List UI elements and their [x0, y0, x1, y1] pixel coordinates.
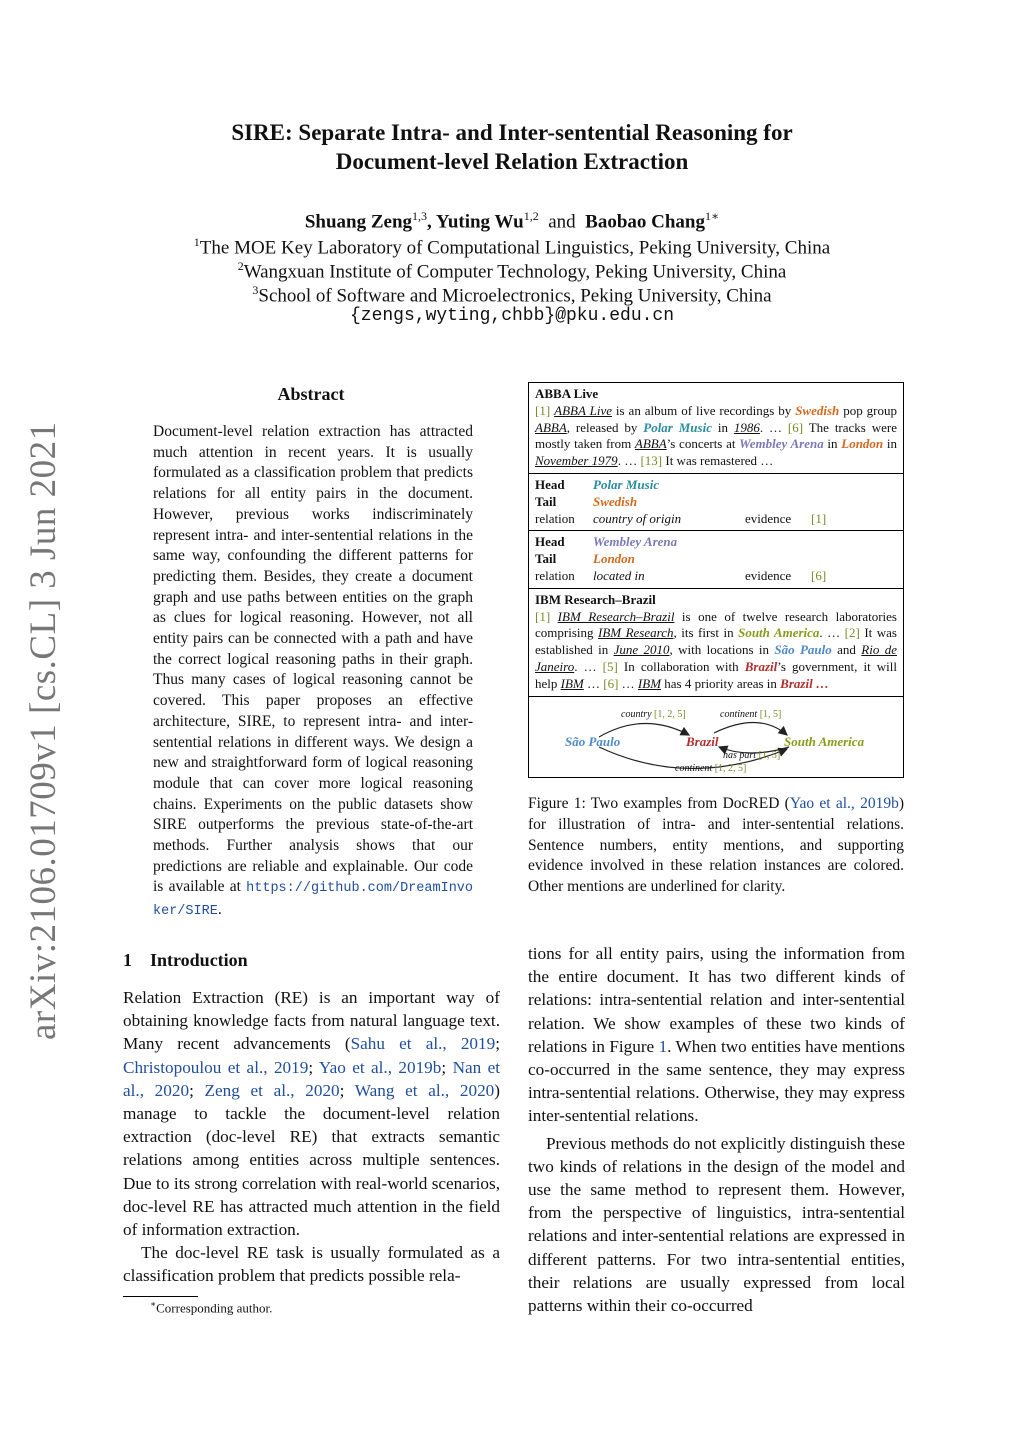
section-heading	[123, 950, 248, 971]
text-run: Relation Extraction (RE) is an important way of obtaining knowledge facts from natural language text. Many recent advancements (	[123, 988, 500, 1054]
paragraph	[528, 942, 905, 1128]
head-entity: Wembley Arena	[593, 534, 678, 550]
entity-mention: London	[841, 436, 884, 452]
graph-node: São Paulo	[565, 733, 621, 749]
sentence-number: [1]	[535, 402, 551, 418]
sentence-number: [1]	[535, 608, 551, 624]
text-run: , with locations in	[669, 642, 775, 658]
entity-mention: Brazil	[744, 658, 778, 674]
text-run: has 4 priority areas in	[661, 675, 781, 691]
text-run: ) manage to tackle the document-level relation extraction (doc-level RE) that extracts semantic relations among entities across multiple sentences. Due to its strong correlation with real-world scenarios, doc-level RE has attracted much attention in the field of information extraction.	[123, 1080, 501, 1240]
edge-label	[621, 709, 686, 720]
text-run: It was remastered …	[662, 453, 774, 469]
citation-link[interactable]: Yao et al., 2019b	[789, 795, 899, 812]
affiliation-text: The MOE Key Laboratory of Computational Linguistics, Peking University, China	[199, 237, 831, 259]
author-name: Yuting Wu	[435, 211, 524, 233]
edge-continent-1	[714, 722, 787, 735]
affiliation-sup: 1	[193, 235, 200, 249]
entity-mention: IBM Research	[598, 625, 674, 641]
text-run: ’s concerts at	[666, 436, 740, 452]
entity-mention: November 1979	[535, 453, 618, 469]
doc2-block	[529, 589, 903, 697]
text-run: , released by	[566, 419, 644, 435]
text-run: In collaboration with	[617, 658, 745, 674]
author-sup: 1,3	[412, 209, 428, 223]
abstract-text: Document-level relation extraction has attracted much attention in recent years. It is usually formulated as a classification problem that predicts relations for all entity pairs in the document. However, previous works indiscriminately represent intra- and inter-sentential relations in the same way, confounding the different patterns for predicting them. Besides, they create a document graph and use paths between entities on the graph as clues for logical reasoning. However, not all entity pairs can be connected with a path and have the correct logical reasoning paths in their graph. Thus many cases of logical reasoning cannot be covered. This paper proposes an effective architecture, SIRE, to represent intra- and inter-sentential relations in different ways. We design a new and straightforward form of logical reasoning module that can cover more logical reasoning chains. Experiments on the public datasets show SIRE outperforms the previous state-of-the-art methods. Further analysis shows that our predictions are reliable and explainable. Our code is available at	[153, 423, 473, 896]
entity-mention: Swedish	[795, 402, 840, 418]
text-run: ’s government, it will help	[535, 658, 898, 691]
text-run: pop group	[839, 402, 897, 418]
sentence-number: [6]	[603, 675, 619, 691]
text-run: …	[618, 675, 638, 691]
field-key: relation	[535, 567, 575, 583]
entity-mention: IBM	[637, 675, 662, 691]
field-key: Tail	[535, 493, 557, 509]
figure-ref-link[interactable]: 1	[658, 1036, 668, 1056]
author-list: Shuang Zeng$^{1,3}$, Yuting Wu$^{1,2}$ and Baobao Chang$^{1∗}$	[304, 209, 720, 233]
edge-evidence: [1, 5]	[758, 749, 781, 761]
field-key: evidence	[745, 510, 792, 526]
text-run: The tracks were mostly taken from	[535, 419, 898, 452]
abstract-body	[153, 422, 473, 923]
text-run: tions for all entity pairs, using the information from the entire document. It has two different kinds of relations: intra-sentential relation and inter-sentential relation. We show examples of these two kinds of relations in Figure	[528, 944, 905, 1056]
text-run: . …	[574, 658, 603, 674]
head-row	[535, 534, 897, 551]
entity-mention: Wembley Arena	[739, 436, 824, 452]
text-run: . …	[819, 625, 845, 641]
text-run: in	[883, 436, 897, 452]
entity-mention: Brazil …	[780, 675, 829, 691]
text-run: It was established in	[535, 625, 897, 658]
relation-graph	[529, 697, 903, 777]
author-name: Baobao Chang	[585, 211, 705, 233]
intro-left-column	[123, 986, 500, 1288]
text-run: . When two entities have mentions co-occurred in the same sentence, they may express intra-sentential relations. Otherwise, they may express inter-sentential relations.	[528, 1036, 905, 1126]
affiliation-sup: 3	[252, 283, 259, 297]
section-title: Introduction	[150, 950, 248, 970]
author-emails: {zengs,wyting,chbb}@pku.edu.cn	[349, 306, 675, 326]
arxiv-identifier: arXiv:2106.01709v1 [cs.CL] 3 Jun 2021	[23, 421, 64, 1040]
abstract-end: .	[217, 901, 222, 919]
tail-entity: Swedish	[593, 493, 638, 509]
relation-2-block	[529, 531, 903, 588]
edge-evidence: [1, 5]	[759, 708, 782, 720]
text-run: …	[583, 675, 604, 691]
text-run: and	[831, 642, 862, 658]
edge-evidence: [1, 2, 5]	[654, 708, 686, 720]
citation-link[interactable]: Sahu et al., 2019	[350, 1034, 496, 1054]
affiliation-sup: 2	[237, 259, 244, 273]
entity-mention: IBM Research–Brazil	[557, 608, 675, 624]
tail-entity: London	[593, 551, 635, 567]
evidence-value: [6]	[811, 567, 827, 583]
entity-mention: ABBA	[535, 419, 567, 435]
edge-relation: country	[621, 708, 652, 720]
tail-row	[535, 494, 897, 511]
field-key: Tail	[535, 551, 557, 567]
affiliation-text: Wangxuan Institute of Computer Technology, Peking University, China	[243, 261, 787, 283]
author-sup: 1,2	[523, 209, 539, 223]
doc2-title: IBM Research–Brazil	[535, 591, 656, 607]
evidence-value: [1]	[811, 510, 827, 526]
paragraph: Relation Extraction (RE) is an important way of obtaining knowledge facts from natural language text. Many recent advancements (Sahu et al., 2019; Christopoulou et al., 2019; Yao et al., 2019b; Nan et al., 2020; Zeng et al., 2020; Wang et al., 2020) manage to tackle the document-level relation extraction (doc-level RE) that extracts semantic relations among entities across multiple sentences. Due to its strong correlation with real-world scenarios, doc-level RE has attracted much attention in the field of information extraction.	[123, 988, 501, 1240]
sentence-number: [2]	[844, 625, 860, 641]
entity-mention: Rio de Janeiro	[535, 642, 897, 674]
paragraph: Previous methods do not explicitly distinguish these two kinds of relations in the design of the model and use the same method to represent them. However, from the perspective of linguistics, intra-sentential relations and inter-sentential relations are expressed in different patterns. For two intra-sentential entities, their relations are usually expressed from local patterns within their co-occurred	[528, 1133, 906, 1316]
entity-mention: ABBA	[634, 436, 667, 452]
author-sup: 1∗	[705, 209, 720, 223]
footnote-text: Corresponding author.	[156, 1300, 273, 1316]
citation-link[interactable]: Wang et al., 2020	[354, 1080, 495, 1100]
doc1-title: ABBA Live	[535, 386, 599, 401]
head-row	[535, 477, 897, 494]
relation-label: located in	[593, 567, 645, 583]
intro-right-column	[528, 942, 905, 1317]
edge-relation: continent	[720, 708, 758, 720]
code-link[interactable]: https://github.com/DreamInvoker/SIRE	[153, 881, 473, 920]
citation-link[interactable]: Zeng et al., 2020	[204, 1080, 340, 1100]
relation-label: country of origin	[593, 510, 682, 526]
citation-link[interactable]: Nan et al., 2020	[123, 1057, 501, 1100]
paragraph: The doc-level RE task is usually formulated as a classification problem that predicts possible rela-	[123, 1243, 500, 1286]
edge-relation: continent	[675, 762, 713, 774]
footnote	[150, 1299, 272, 1316]
text-run: . …	[759, 419, 788, 435]
entity-mention: São Paulo	[774, 642, 832, 658]
text-run: . …	[617, 453, 641, 469]
sentence-number: [5]	[602, 658, 618, 674]
text-run: , its first in	[673, 625, 739, 641]
entity-mention: June 2010	[613, 642, 670, 658]
graph-node: Brazil	[686, 733, 719, 749]
entity-mention: Polar Music	[643, 419, 712, 435]
entity-mention: IBM	[560, 675, 584, 691]
field-key: relation	[535, 510, 575, 526]
entity-mention: South America	[738, 625, 820, 641]
relation-row	[535, 568, 897, 585]
section-number: 1	[123, 950, 132, 970]
text-run: is an album of live recordings by	[611, 402, 796, 418]
text-run: Figure 1: Two examples from DocRED (	[528, 795, 790, 812]
edge-label	[720, 709, 781, 720]
paper-title	[0, 118, 1024, 176]
abstract-heading: Abstract	[277, 384, 345, 404]
figure-1	[528, 382, 904, 778]
sentence-number: [6]	[787, 419, 804, 435]
head-entity: Polar Music	[593, 476, 660, 492]
edge-evidence: [1, 2, 5]	[714, 762, 747, 774]
field-key: evidence	[745, 567, 792, 583]
author-name: Shuang Zeng	[304, 211, 413, 233]
title-line-2: Document-level Relation Extraction	[335, 149, 689, 174]
text-run: in	[823, 436, 842, 452]
sentence-number: [13]	[640, 453, 663, 469]
affiliation-text: School of Software and Microelectronics, Peking University, China	[258, 285, 772, 307]
footnote-mark: ∗	[150, 1299, 157, 1309]
title-line-1: SIRE: Separate Intra- and Inter-sentential Reasoning for	[231, 120, 793, 145]
and-text: and	[548, 211, 576, 233]
field-key: Head	[535, 476, 565, 492]
citation-link[interactable]: Yao et al., 2019b	[318, 1057, 442, 1077]
entity-mention: 1986	[733, 419, 760, 435]
relation-1-block	[529, 474, 903, 531]
graph-node: South America	[784, 733, 865, 749]
field-key: Head	[535, 534, 565, 550]
text-run: ) for illustration of intra- and inter-sentential relations. Sentence numbers, entity mentions, and supporting evidence involved in these relation instances are colored. Other mentions are underlined for clarity.	[528, 795, 904, 896]
edge-label	[675, 763, 746, 774]
relation-row	[535, 511, 897, 528]
footnote-rule	[123, 1296, 198, 1297]
doc1-block	[529, 383, 903, 474]
text-run: in	[711, 419, 734, 435]
text-run: is one of twelve research laboratories comprising	[535, 608, 897, 641]
entity-mention: ABBA Live	[554, 402, 612, 418]
figure-caption	[528, 794, 904, 898]
edge-relation: has part	[723, 749, 757, 761]
tail-row	[535, 551, 897, 568]
edge-label	[723, 750, 780, 761]
citation-link[interactable]: Christopoulou et al., 2019	[123, 1057, 309, 1077]
